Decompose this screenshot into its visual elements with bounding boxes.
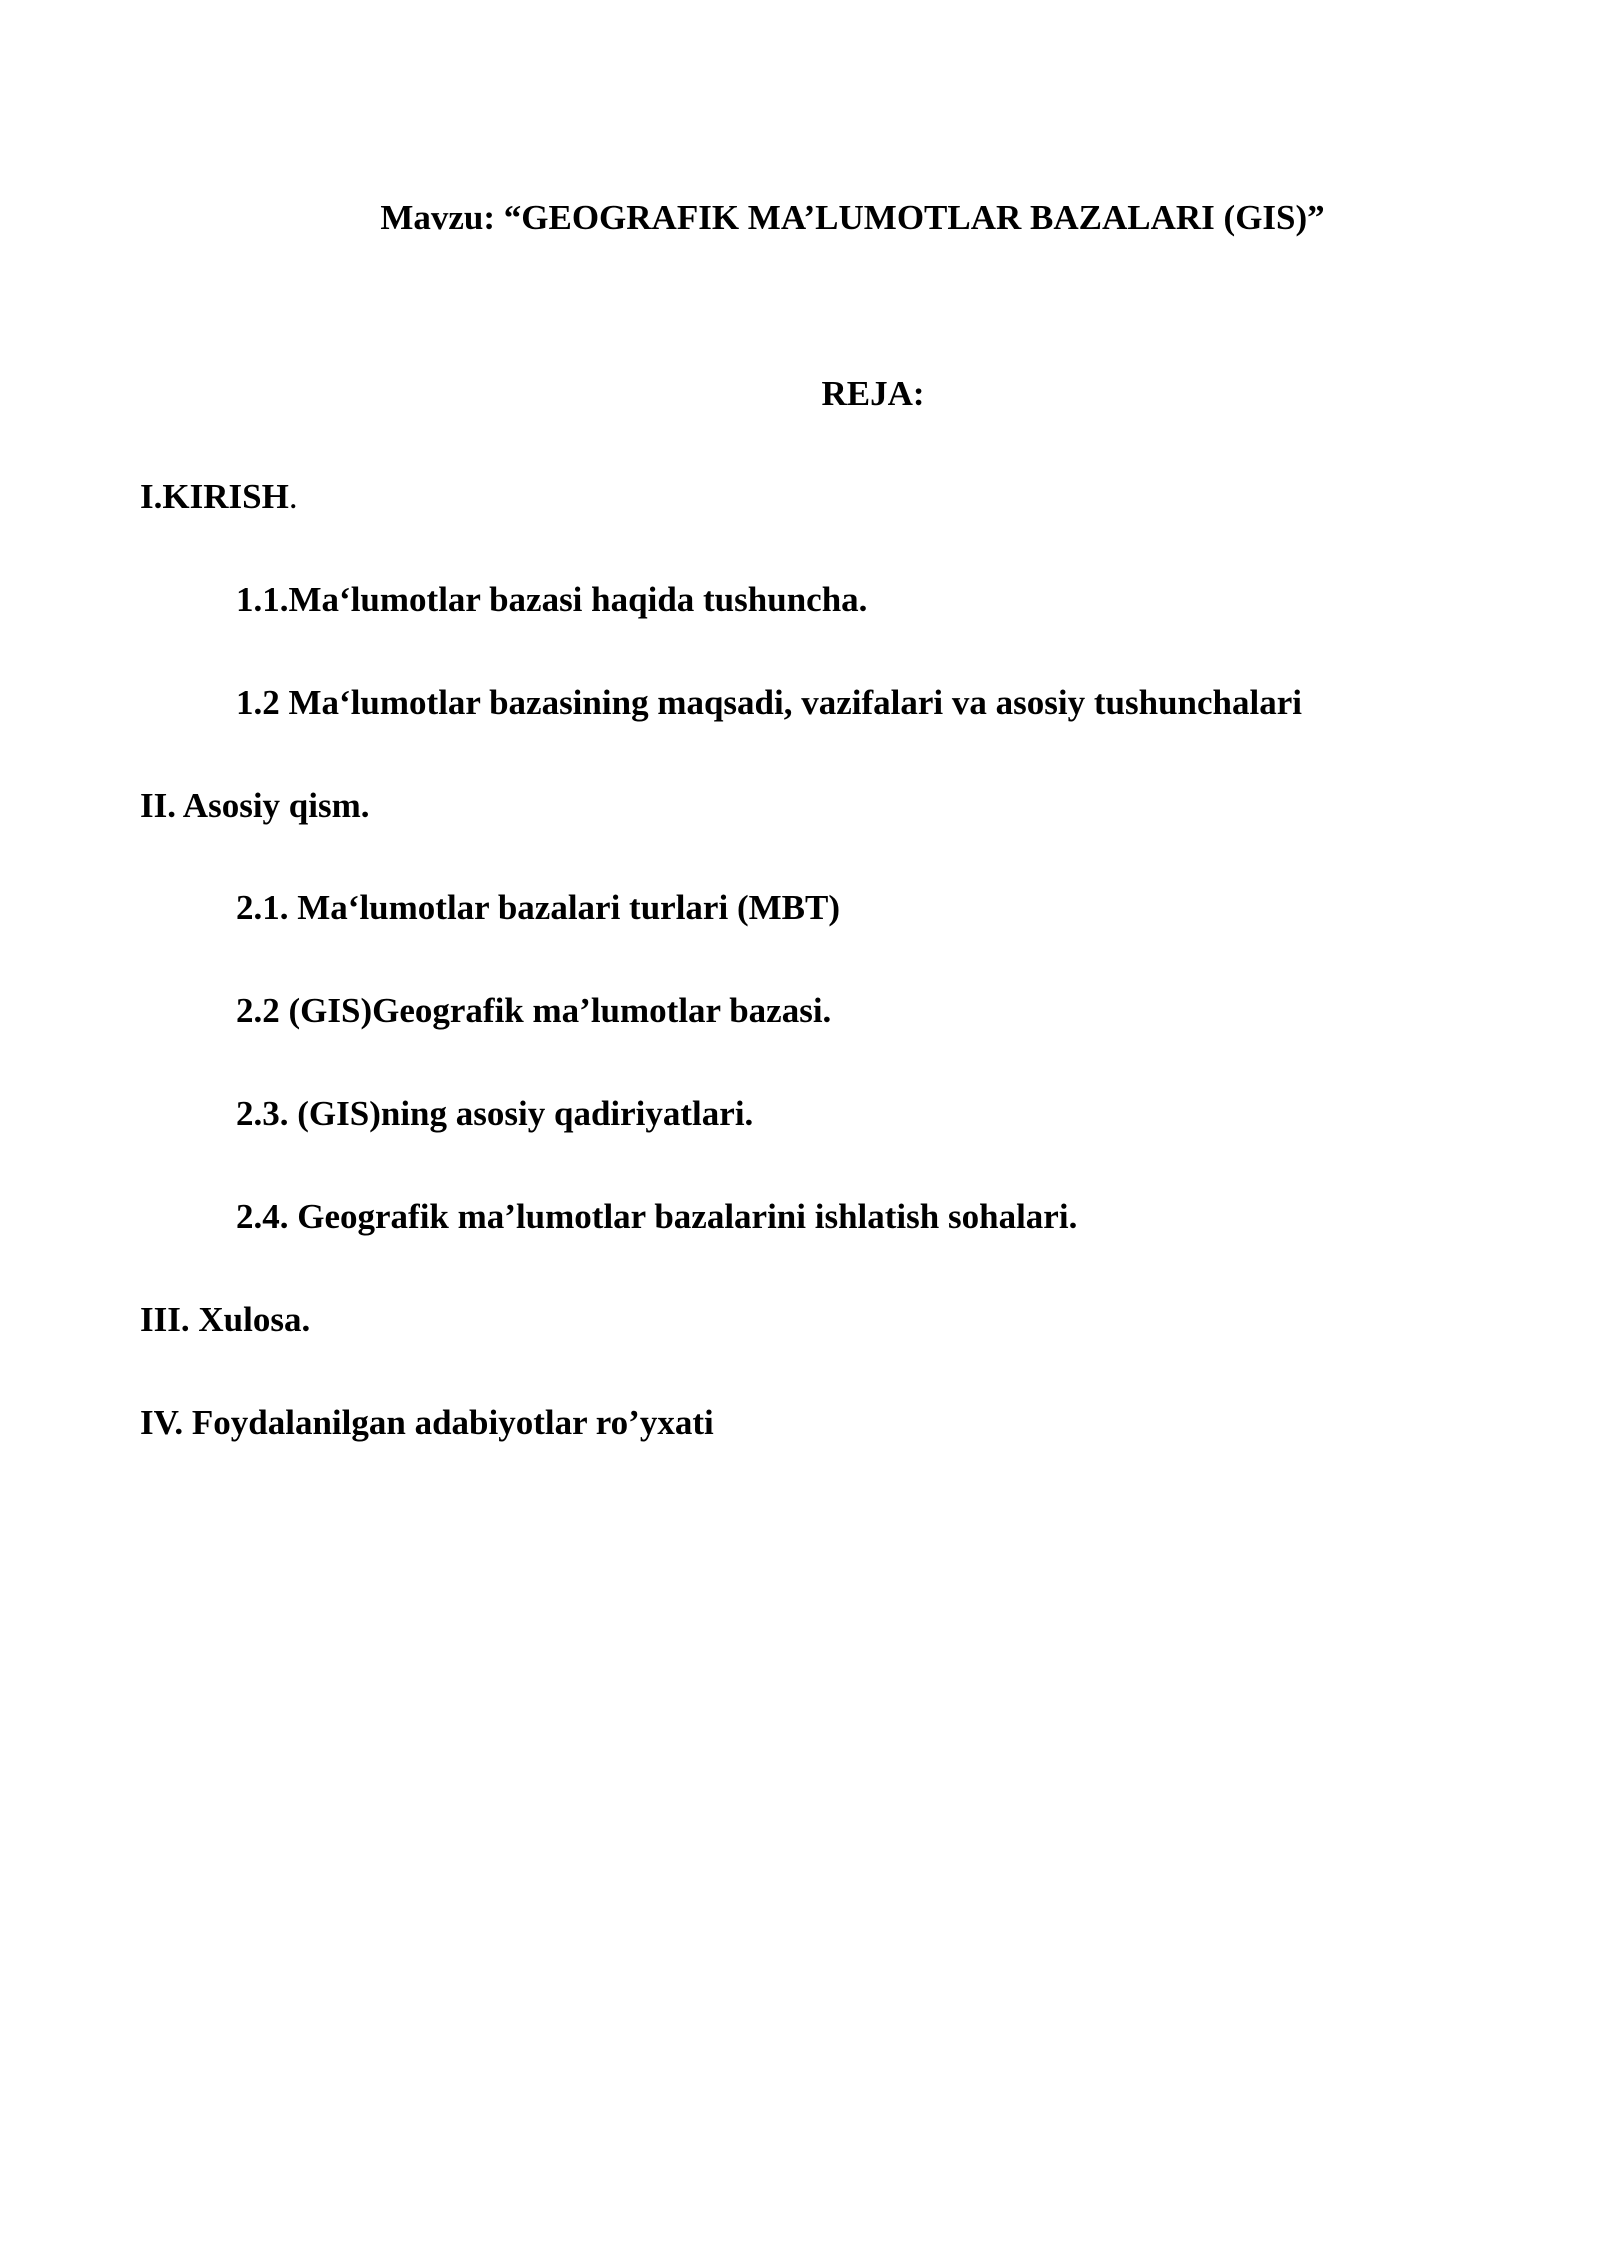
plan-heading: REJA: [821,374,925,413]
outline-section-1-text: I.KIRISH [140,477,289,516]
outline-item-2-4: 2.4. Geografik ma’lumotlar bazalarini ishlatish sohalari. [236,1197,1078,1236]
outline-item-2-2: 2.2 (GIS)Geografik ma’lumotlar bazasi. [236,991,832,1030]
outline-section-2: II. Asosiy qism. [140,786,370,825]
outline-item-2-1: 2.1. Ma‘lumotlar bazalari turlari (MBT) [236,888,840,927]
outline-item-2-3: 2.3. (GIS)ning asosiy qadiriyatlari. [236,1094,754,1133]
outline-item-1-1: 1.1.Ma‘lumotlar bazasi haqida tushuncha. [236,580,868,619]
outline-section-4: IV. Foydalanilgan adabiyotlar ro’yxati [140,1403,714,1442]
outline-section-1-suffix: . [288,477,298,516]
document-title: Mavzu: “GEOGRAFIK MA’LUMOTLAR BAZALARI (GIS)” [380,198,1325,237]
outline-section-1 [140,477,298,517]
outline-item-1-2: 1.2 Ma‘lumotlar bazasining maqsadi, vazifalari va asosiy tushunchalari [236,683,1302,722]
outline-section-3: III. Xulosa. [140,1300,311,1339]
